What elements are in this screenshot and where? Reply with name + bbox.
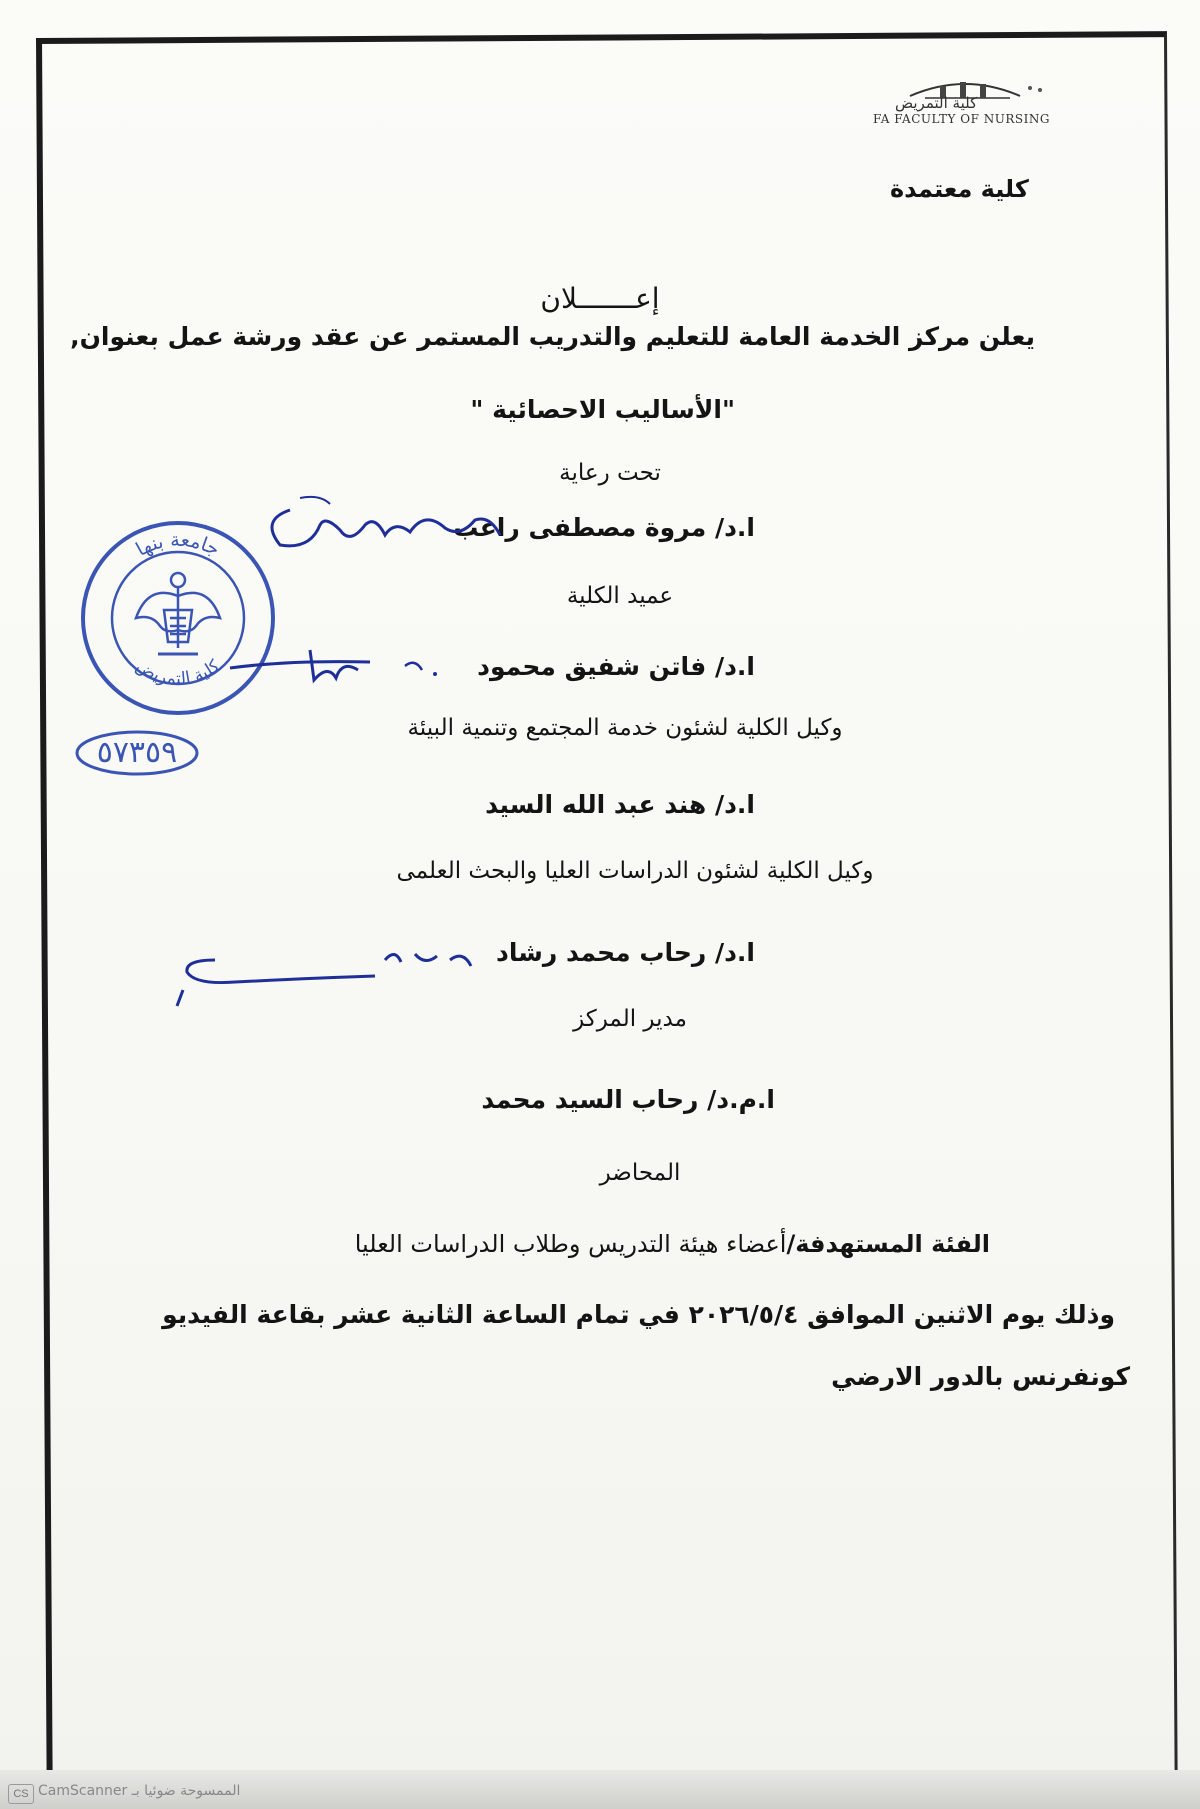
announcement-intro: يعلن مركز الخدمة العامة للتعليم والتدريب المستمر عن عقد ورشة عمل بعنوان, (70, 322, 1035, 351)
graduate-vice-dean-role: وكيل الكلية لشئون الدراسات العليا والبحث العلمى (396, 858, 874, 884)
community-vice-dean-name: ا.د/ فاتن شفيق محمود (477, 652, 755, 681)
signature-3-icon (175, 930, 505, 1010)
camscanner-logo-icon: CS (8, 1784, 34, 1804)
eagle-emblem-icon (136, 573, 220, 654)
lecturer-name: ا.م.د/ رحاب السيد محمد (481, 1085, 775, 1114)
center-director-role: مدير المركز (573, 1006, 687, 1032)
target-audience-label: الفئة المستهدفة/ (786, 1230, 990, 1258)
announcement-title: إعـــــــلان (540, 282, 660, 315)
event-details-line1: وذلك يوم الاثنين الموافق ٢٠٢٦/٥/٤ في تمام الساعة الثانية عشر بقاعة الفيديو (162, 1300, 1115, 1329)
serial-stamp-number: ٥٧٣٥٩ (96, 735, 178, 770)
seal-bottom-text: كلية التمريض (132, 655, 224, 690)
accredited-label: كلية معتمدة (890, 175, 1029, 203)
target-audience-value: أعضاء هيئة التدريس وطلاب الدراسات العليا (354, 1230, 787, 1258)
signature-1-icon (250, 490, 530, 560)
camscanner-watermark: الممسوحة ضوئيا بـ CamScanner (38, 1783, 241, 1799)
signature-2-icon (210, 640, 450, 700)
patronage-label: تحت رعاية (559, 460, 661, 486)
dean-name: ا.د/ مروة مصطفى راغب (453, 513, 755, 542)
community-vice-dean-role: وكيل الكلية لشئون خدمة المجتمع وتنمية البيئة (407, 715, 843, 741)
logo-english-text: FA FACULTY OF NURSING (873, 112, 1050, 126)
seal-top-text: جامعة بنها (132, 528, 224, 561)
target-audience (300, 1230, 990, 1258)
dean-role: عميد الكلية (566, 583, 674, 609)
graduate-vice-dean-name: ا.د/ هند عبد الله السيد (485, 790, 755, 819)
workshop-title: "الأساليب الاحصائية " (470, 395, 735, 424)
lecturer-role: المحاضر (599, 1160, 681, 1186)
logo-arabic-text: كلية التمريض (895, 94, 978, 112)
center-director-name: ا.د/ رحاب محمد رشاد (496, 938, 755, 967)
event-details-line2: كونفرنس بالدور الارضي (831, 1362, 1130, 1391)
